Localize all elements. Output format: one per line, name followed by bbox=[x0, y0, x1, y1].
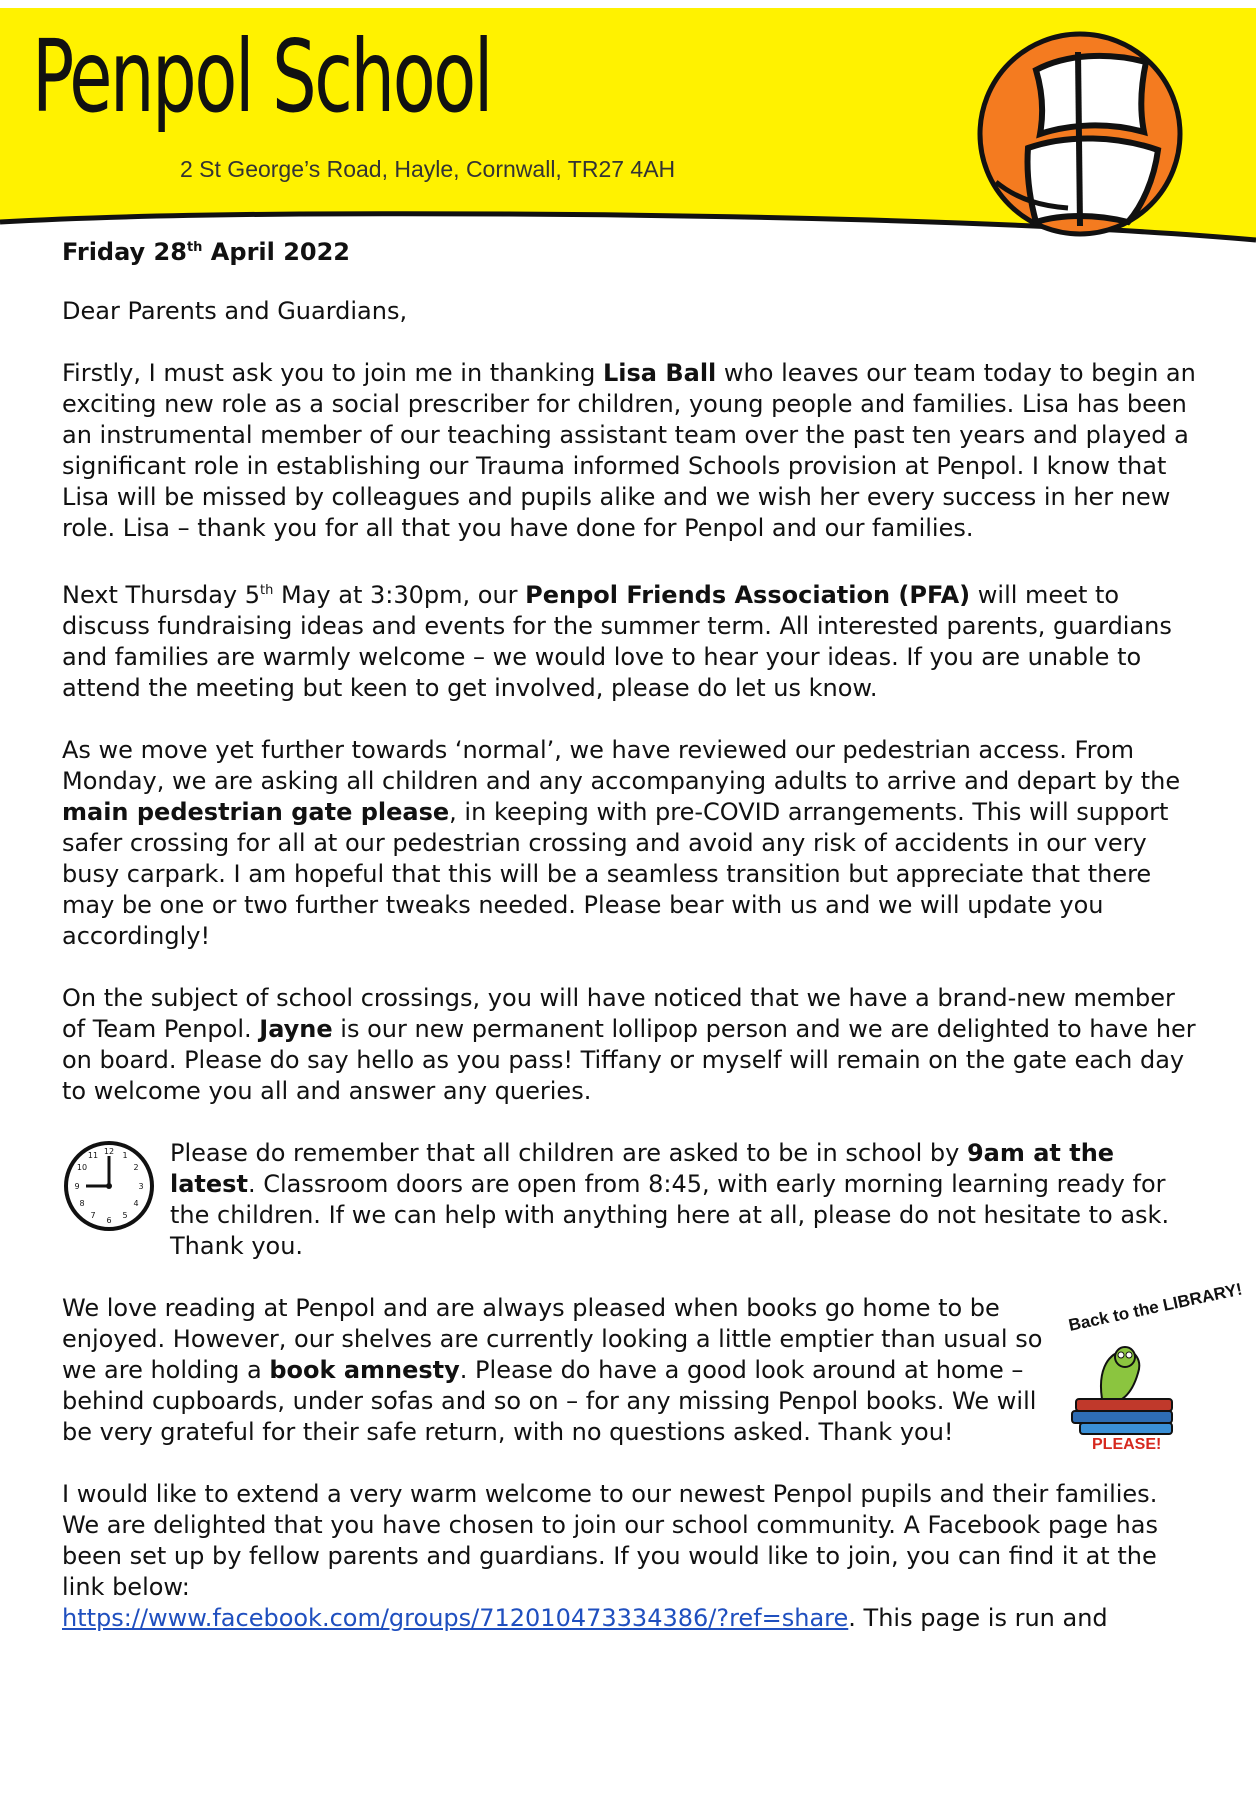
paragraph-lisa-ball: Firstly, I must ask you to join me in thanking Lisa Ball who leaves our team today to begin an exciting new role as a social prescriber for children, young people and families. Lisa has been an instrumental member of our teaching assistant team over the past ten years and played a significant role in establishing our Trauma informed Schools provision at Penpol. I know that Lisa will be missed by colleagues and pupils alike and we wish her every success in her new role. Lisa – thank you for all that you have done for Penpol and our families. bbox=[62, 359, 1196, 542]
bookworm-books-icon bbox=[1062, 1279, 1244, 1453]
letter-body bbox=[62, 232, 1244, 1665]
svg-text:9: 9 bbox=[74, 1182, 80, 1191]
library-image-caption: Back to the LIBRARY! bbox=[1066, 1279, 1244, 1335]
school-address: 2 St George’s Road, Hayle, Cornwall, TR27 4AH bbox=[180, 156, 676, 182]
letter-date: Friday 28th April 2022 bbox=[62, 238, 351, 266]
svg-text:1: 1 bbox=[122, 1151, 128, 1160]
paragraph-lollipop-person: On the subject of school crossings, you will have noticed that we have a brand-new member of Team Penpol. Jayne is our new permanent lollipop person and we are delighted to have her on board. Please do say hello as you pass! Tiffany or myself will remain on the gate each day to welcome you all and answer any queries. bbox=[62, 984, 1196, 1105]
svg-text:12: 12 bbox=[103, 1147, 115, 1156]
paragraph-pfa-meeting: Next Thursday 5th May at 3:30pm, our Penpol Friends Association (PFA) will meet to discuss fundraising ideas and events for the summer term. All interested parents, guardians and families are warmly welcome – we would love to hear your ideas. If you are unable to attend the meeting but keen to get involved, please do let us know. bbox=[62, 581, 1172, 702]
paragraph-arrival-time: 12 1 2 3 4 5 6 7 8 9 10 11 Please do remember that all children are asked to be in school by 9am at the latest. Classroom doors are open from 8:45, with early morning learning ready for the children. If we can help with anything here at all, please do not hesitate to ask. Thank you. bbox=[62, 1138, 1202, 1262]
paragraph-pedestrian-access: As we move yet further towards ‘normal’, we have reviewed our pedestrian access. From Monday, we are asking all children and any accompanying adults to arrive and depart by the main pedestrian gate please, in keeping with pre-COVID arrangements. This will support safer crossing for all at our pedestrian crossing and avoid any risk of accidents in our very busy carpark. I am hopeful that this will be a seamless transition but appreciate that there may be one or two further tweaks needed. Please bear with us and we will update you accordingly! bbox=[62, 736, 1181, 950]
facebook-group-link[interactable]: https://www.facebook.com/groups/712010473334386/?ref=share bbox=[62, 1604, 849, 1632]
svg-text:7: 7 bbox=[90, 1211, 96, 1220]
svg-text:11: 11 bbox=[87, 1151, 99, 1160]
school-name: Penpol School bbox=[32, 18, 492, 135]
svg-text:4: 4 bbox=[133, 1199, 139, 1208]
clock-icon bbox=[62, 1138, 156, 1234]
paragraph-welcome-new-pupils: I would like to extend a very warm welcome to our newest Penpol pupils and their families. We are delighted that you have chosen to join our school community. A Facebook page has been set up by fellow parents and guardians. If you would like to join, you can find it at the link below: https://www.facebook.com/groups/712010473334386/?ref=share. This page is run and bbox=[62, 1480, 1158, 1632]
greeting: Dear Parents and Guardians, bbox=[62, 297, 408, 325]
svg-text:2: 2 bbox=[133, 1163, 139, 1172]
svg-text:6: 6 bbox=[106, 1216, 112, 1225]
ship-logo-icon bbox=[958, 30, 1218, 230]
svg-text:8: 8 bbox=[79, 1199, 85, 1208]
paragraph-book-amnesty: Back to the LIBRARY! PLEASE! We love reading at Penpol and are always pleased when books go home to be enjoyed. However, our shelves are currently looking a little emptier than usual so we are holding a book amnesty. Please do have a good look around at home – behind cupboards, under sofas and so on – for any missing Penpol books. We will be very grateful for their safe return, with no questions asked. Thank you! bbox=[62, 1279, 1244, 1453]
library-image-please: PLEASE! bbox=[1092, 1436, 1162, 1453]
svg-text:5: 5 bbox=[122, 1211, 128, 1220]
svg-text:10: 10 bbox=[76, 1163, 88, 1172]
letterhead bbox=[0, 0, 1256, 240]
svg-text:3: 3 bbox=[138, 1182, 144, 1191]
